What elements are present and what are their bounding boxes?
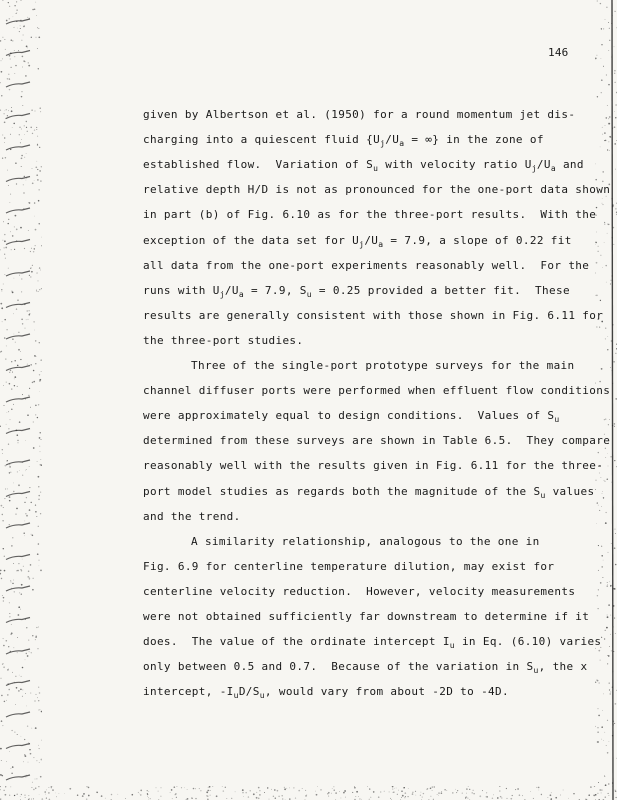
text-run: exception of the data set for U: [143, 233, 360, 247]
text-line: [143, 610, 589, 624]
subscript: u: [306, 289, 312, 299]
text-line: [143, 485, 594, 499]
text-run: were approximately equal to design conditions. Values of S: [143, 409, 555, 423]
subscript: j: [359, 239, 365, 249]
text-run: A similarity relationship, analogous to the one in: [191, 534, 540, 548]
text-run: does. The value of the ordinate intercept I: [143, 635, 450, 649]
text-line: [143, 158, 584, 172]
subscript: u: [259, 691, 265, 701]
text-run: reasonably well with the results given in Fig. 6.11 for the three-: [143, 459, 604, 473]
subscript: u: [449, 641, 455, 651]
text-run: results are generally consistent with those shown in Fig. 6.11 for: [143, 308, 604, 322]
text-run: charging into a quiescent fluid {U: [143, 133, 381, 147]
text-run: were not obtained sufficiently far downstream to determine if it: [143, 610, 590, 623]
text-line: [143, 208, 596, 222]
text-line: [143, 183, 610, 197]
page-right-edge: [595, 0, 617, 800]
binding-edge: [0, 0, 42, 800]
text-run: and the trend.: [143, 509, 241, 523]
text-line: [143, 334, 303, 348]
subscript: u: [554, 415, 560, 425]
text-run: relative depth H/D is not as pronounced for the one-port data shown: [143, 183, 611, 197]
page-number: 146: [548, 46, 569, 59]
subscript: a: [238, 289, 244, 299]
subscript: u: [373, 164, 379, 174]
text-line: [143, 309, 603, 323]
text-line: [143, 585, 575, 599]
subscript: j: [219, 289, 225, 299]
text-run: D/S: [238, 685, 260, 699]
text-run: runs with U: [143, 283, 220, 297]
text-line: [143, 284, 570, 298]
text-run: Three of the single-port prototype surveys for the main: [191, 359, 575, 372]
text-run: given by Albertson et al. (1950) for a round momentum jet dis-: [143, 108, 576, 121]
text-run: Fig. 6.9 for centerline temperature dilution, may exist for: [143, 559, 555, 573]
text-line: [143, 685, 509, 699]
subscript: j: [531, 164, 537, 174]
text-run: centerline velocity reduction. However, velocity measurements: [143, 584, 576, 598]
text-line: [191, 535, 540, 549]
subscript: j: [380, 139, 386, 149]
text-run: in Eq. (6.10) varies: [454, 635, 602, 649]
text-run: /U: [364, 233, 379, 247]
text-run: /U: [224, 283, 239, 297]
text-line: [143, 660, 587, 674]
text-run: with velocity ratio U: [378, 158, 532, 172]
subscript: u: [533, 666, 539, 676]
text-run: = 7.9, S: [244, 283, 307, 297]
text-run: all data from the one-port experiments reasonably well. For the: [143, 258, 590, 272]
text-line: [143, 409, 560, 423]
text-line: [143, 635, 601, 649]
text-run: channel diffuser ports were performed when effluent flow conditions: [143, 384, 611, 398]
text-run: intercept, -I: [143, 685, 234, 699]
text-line: [143, 259, 589, 273]
text-line: [143, 234, 572, 248]
text-line: [143, 133, 544, 147]
text-line: [143, 459, 603, 473]
subscript: u: [540, 490, 546, 500]
text-run: /U: [536, 158, 551, 172]
text-line: [143, 434, 610, 448]
text-line: [143, 384, 610, 398]
text-run: port model studies as regards both the magnitude of the S: [143, 484, 541, 498]
text-run: in part (b) of Fig. 6.10 as for the three-port results. With the: [143, 208, 597, 222]
subscript: u: [233, 691, 239, 701]
scan-bottom-edge: [0, 786, 617, 800]
text-run: , would vary from about -2D to -4D.: [264, 685, 509, 699]
subscript: a: [378, 239, 384, 249]
text-run: = ∞} in the zone of: [404, 133, 544, 147]
text-run: /U: [385, 133, 400, 147]
text-run: the three-port studies.: [143, 333, 304, 347]
text-line: [143, 560, 554, 574]
text-run: values: [545, 484, 595, 498]
text-run: = 7.9, a slope of 0.22 fit: [383, 233, 572, 247]
subscript: a: [550, 164, 556, 174]
text-run: , the x: [538, 660, 588, 674]
text-line: [143, 108, 575, 122]
text-line: [191, 359, 575, 373]
text-run: and: [555, 158, 584, 172]
text-run: determined from these surveys are shown in Table 6.5. They compare: [143, 434, 611, 448]
subscript: a: [399, 139, 405, 149]
text-run: only between 0.5 and 0.7. Because of the variation in S: [143, 660, 534, 674]
text-run: = 0.25 provided a better fit. These: [311, 283, 570, 297]
text-run: established flow. Variation of S: [143, 158, 374, 172]
text-line: [143, 510, 241, 524]
